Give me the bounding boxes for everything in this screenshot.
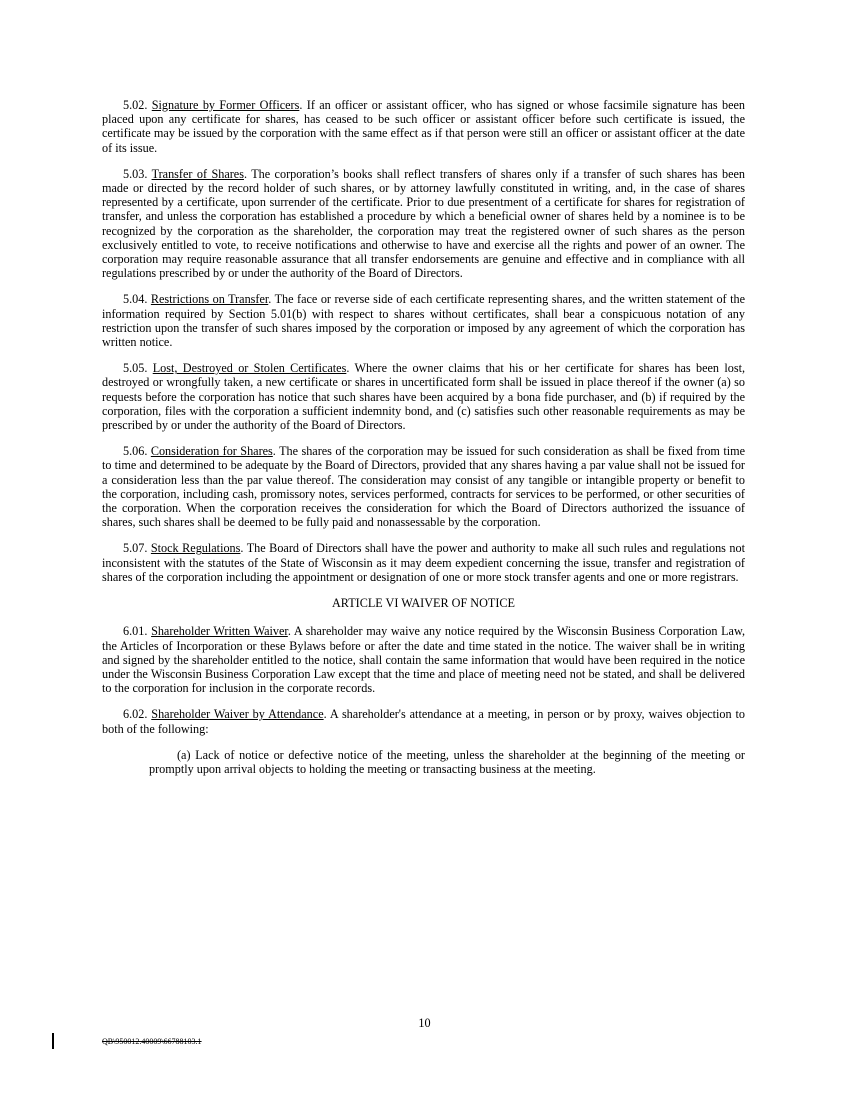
section-5-04	[102, 292, 745, 349]
section-5-02	[102, 98, 745, 155]
section-text: . Where the owner claims that his or her certificate for shares has been lost, destroyed or wrongfully taken, a new certificate or shares in uncertificated form shall be issued in place thereof if the owner (a) so requests before the corporation has notice that such shares have been acquired by a bona fide purchaser, and (b) if required by the corporation, files with the corporation a sufficient indemnity bond, and (c) satisfies such other reasonable requirements as may be prescribed by or under the authority of the Board of Directors.	[102, 361, 745, 433]
section-title: Restrictions on Transfer	[150, 292, 269, 307]
change-bar	[52, 1033, 54, 1049]
section-number: 5.05.	[123, 361, 148, 376]
section-6-01	[102, 624, 745, 695]
section-text: . The shares of the corporation may be issued for such consideration as shall be fixed from time to time and determined to be adequate by the Board of Directors, provided that any shares having a par value shall not be issued for a consideration less than the par value thereof. The consideration may consist of any tangible or intangible property or benefit to the corporation, including cash, promissory notes, services performed, contracts for services to be performed, or other securities of the corporation. When the corporation receives the consideration for which the Board of Directors authorized the issuance of shares, such shares shall be deemed to be fully paid and nonassessable by the corporation.	[102, 444, 745, 530]
section-text: . The Board of Directors shall have the power and authority to make all such rules and regulations not inconsistent with the statutes of the State of Wisconsin as it may deem expedient concerning the issue, transfer and registration of shares of the corporation including the appointment or designation of one or more stock transfer agents and one or more registrars.	[102, 541, 745, 584]
section-number: 6.02.	[123, 707, 148, 722]
section-title: Shareholder Waiver by Attendance	[151, 707, 324, 722]
section-text: . A shareholder's attendance at a meeting, in person or by proxy, waives objection to both of the following:	[102, 707, 746, 736]
article-heading: ARTICLE VI WAIVER OF NOTICE	[332, 596, 515, 611]
section-text: . If an officer or assistant officer, who has signed or whose facsimile signature has been placed upon any certificate for shares, has ceased to be such officer or assistant officer before such certificate is issued, the certificate may be issued by the corporation with the same effect as if that person were still an officer or assistant officer at the date of its issue.	[102, 98, 745, 155]
section-5-06	[102, 444, 745, 529]
section-text: . The face or reverse side of each certificate representing shares, and the written statement of the information required by Section 5.01(b) with respect to shares without certificates, shall bear a conspicuous notation of any restriction upon the transfer of such shares imposed by the corporation or imposed by any agreement of which the corporation has written notice.	[102, 292, 746, 350]
section-number: 5.04.	[123, 292, 148, 307]
section-title: Lost, Destroyed or Stolen Certificates	[152, 361, 347, 376]
page-body	[102, 98, 745, 776]
section-number: 5.07.	[123, 541, 148, 556]
section-number: 5.03.	[123, 166, 148, 181]
section-number: 6.01.	[123, 624, 148, 639]
section-title: Signature by Former Officers	[151, 98, 300, 112]
section-number: 5.06.	[123, 444, 148, 459]
document-id: QB\950012.40009\66788103.1	[102, 1037, 202, 1046]
section-title: Stock Regulations	[150, 541, 241, 556]
section-text: . The corporation’s books shall reflect transfers of shares only if a transfer of such shares has been made or directed by the record holder of such shares, or by attorney lawfully constituted in writing, and, in the case of shares represented by a certificate, upon surrender of the certificate. Prior to due presentment of a certificate for shares for registration of transfer, and unless the corporation has established a procedure by which a beneficial owner of shares held by a nominee is to be recognized by the corporation as the shareholder, the corporation may treat the registered owner of such shares as the person exclusively entitled to vote, to receive notifications and otherwise to have and exercise all the rights and power of an owner. The corporation may require reasonable assurance that all transfer endorsements are genuine and effective and in compliance with all regulations prescribed by or under the authority of the Board of Directors.	[102, 166, 746, 281]
section-5-03	[102, 167, 745, 281]
section-5-05	[102, 361, 745, 432]
section-5-07	[102, 541, 745, 584]
sub-item-a: (a) Lack of notice or defective notice of the meeting, unless the shareholder at the beginning of the meeting or promptly upon arrival objects to holding the meeting or transacting business at the meeting.	[149, 747, 745, 776]
section-6-02	[102, 707, 745, 735]
section-title: Transfer of Shares	[151, 166, 244, 181]
section-title: Consideration for Shares	[150, 444, 273, 459]
section-title: Shareholder Written Waiver	[151, 624, 288, 639]
section-number: 5.02.	[123, 98, 148, 112]
section-text: . A shareholder may waive any notice required by the Wisconsin Business Corporation Law, the Articles of Incorporation or these Bylaws before or after the date and time stated in the notice. The waiver shall be in writing and signed by the shareholder entitled to the notice, shall contain the same information that would have been required in the notice under the Wisconsin Business Corporation Law except that the time and place of meeting need not be stated, and shall be delivered to the corporation for inclusion in the corporate records.	[102, 624, 746, 696]
page-number: 10	[418, 1016, 431, 1030]
